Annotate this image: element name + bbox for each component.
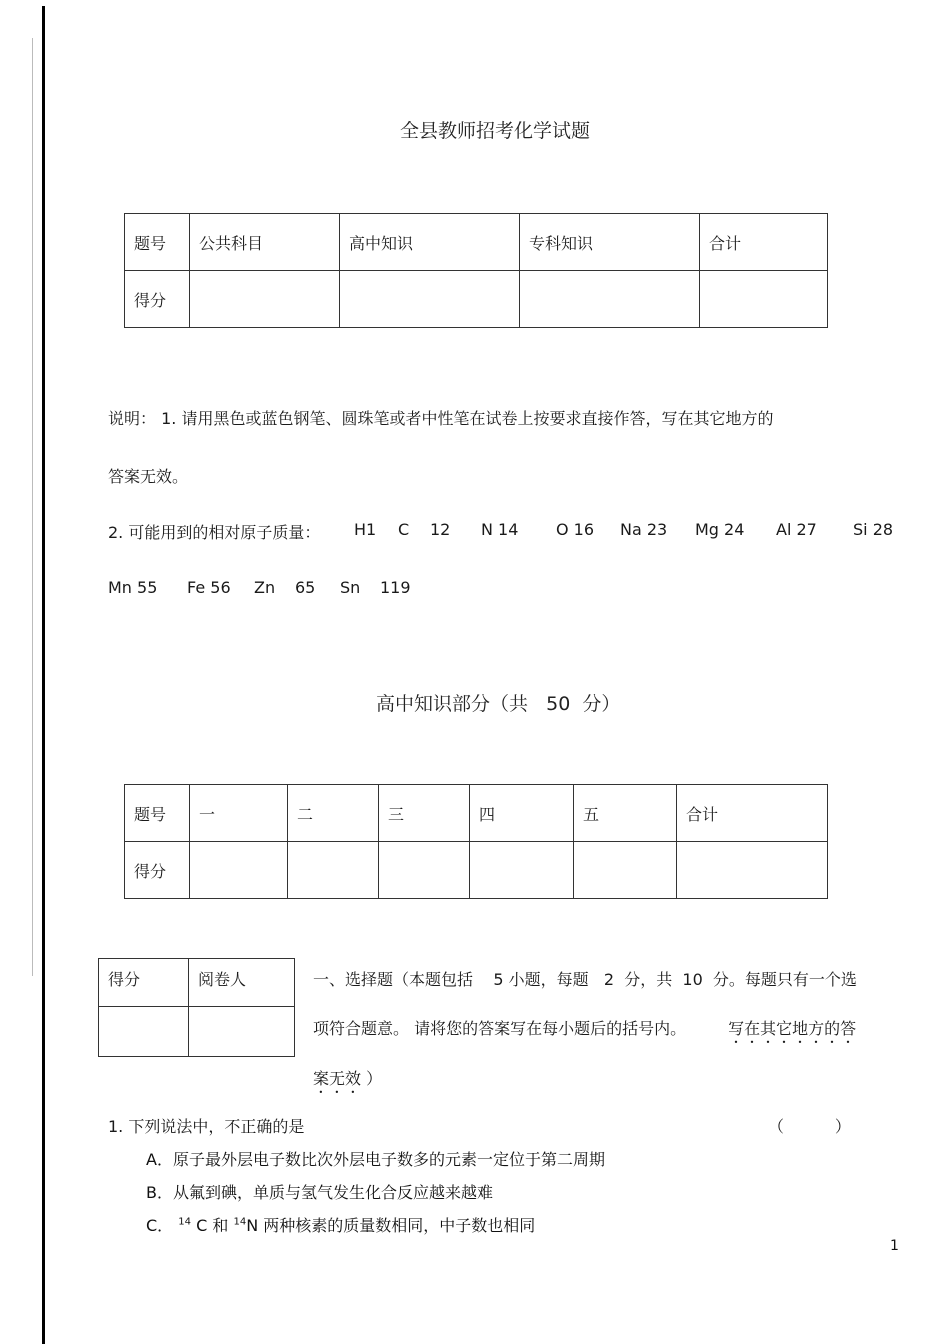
exam-title: 全县教师招考化学试题 (400, 120, 591, 142)
score-input-cell[interactable] (288, 842, 379, 899)
score-input-cell[interactable] (677, 842, 828, 899)
atomic-mass: 65 (295, 578, 316, 597)
score-input-cell[interactable] (190, 842, 288, 899)
instruction-line-3: 2. 可能用到的相对原子质量： (108, 523, 321, 542)
atomic-mass: Fe 56 (187, 578, 231, 597)
score-table-overall (124, 213, 828, 328)
grader-table (98, 958, 295, 1057)
instruction-line-2: 答案无效。 (108, 467, 189, 486)
table-row-label: 得分 (125, 842, 190, 899)
score-input-cell[interactable] (520, 271, 700, 328)
grader-score-cell[interactable] (99, 1007, 189, 1057)
option-c-text: N 两种核素的质量数相同，中子数也相同 (246, 1216, 536, 1235)
score-input-cell[interactable] (574, 842, 677, 899)
question-1-stem: 1. 下列说法中，不正确的是 (108, 1117, 305, 1136)
option-c (146, 1213, 535, 1236)
table-header-cell: 公共科目 (190, 214, 340, 271)
mass-number-superscript: 14 (233, 1216, 247, 1228)
table-row-label: 得分 (125, 271, 190, 328)
part1-heading-text: ） (361, 1069, 383, 1088)
option-c-label: C． (146, 1216, 174, 1235)
atomic-mass: N 14 (481, 520, 519, 539)
option-c-text: C 和 (191, 1216, 234, 1235)
score-input-cell[interactable] (379, 842, 470, 899)
score-input-cell[interactable] (190, 271, 340, 328)
grader-name-cell[interactable] (189, 1007, 295, 1057)
part1-heading-line-3 (313, 1066, 382, 1097)
binding-guide-line (32, 38, 33, 976)
atomic-mass: Al 27 (776, 520, 817, 539)
atomic-mass: Mn 55 (108, 578, 158, 597)
atomic-mass: 119 (380, 578, 411, 597)
atomic-mass: C (398, 520, 410, 539)
table-header-cell: 合计 (700, 214, 828, 271)
atomic-mass: Zn (254, 578, 276, 597)
part1-heading-line-2 (313, 1016, 856, 1047)
option-a: A．原子最外层电子数比次外层电子数多的元素一定位于第二周期 (146, 1150, 605, 1169)
table-header-cell: 合计 (677, 785, 828, 842)
answer-bracket[interactable]: （ ） (768, 1117, 851, 1136)
part1-heading-line-1: 一、选择题（本题包括 5 小题，每题 2 分，共 10 分。每题只有一个选 (313, 970, 857, 989)
option-b: B．从氟到碘，单质与氢气发生化合反应越来越难 (146, 1183, 493, 1202)
section-title: 高中知识部分（共 50 分） (376, 693, 621, 715)
table-header-cell: 题号 (125, 214, 190, 271)
table-header-cell: 高中知识 (340, 214, 520, 271)
table-header-cell: 四 (470, 785, 574, 842)
atomic-mass: 12 (430, 520, 451, 539)
grader-name-label: 阅卷人 (189, 959, 295, 1007)
score-input-cell[interactable] (700, 271, 828, 328)
atomic-mass: Si 28 (853, 520, 894, 539)
atomic-mass: O 16 (556, 520, 595, 539)
table-header-cell: 三 (379, 785, 470, 842)
part1-heading-text: 项符合题意。 请将您的答案写在每小题后的括号内。 (313, 1019, 687, 1038)
score-table-section (124, 784, 828, 899)
table-header-cell: 二 (288, 785, 379, 842)
table-header-cell: 专科知识 (520, 214, 700, 271)
table-header-cell: 一 (190, 785, 288, 842)
atomic-mass: Mg 24 (695, 520, 745, 539)
table-header-cell: 题号 (125, 785, 190, 842)
atomic-mass: Na 23 (620, 520, 668, 539)
score-input-cell[interactable] (340, 271, 520, 328)
binding-line (42, 6, 45, 1344)
instruction-line-1: 说明： 1. 请用黑色或蓝色钢笔、圆珠笔或者中性笔在试卷上按要求直接作答，写在其它地方的 (108, 409, 774, 428)
part1-emphasis-text: 案无效 (313, 1069, 362, 1088)
score-input-cell[interactable] (470, 842, 574, 899)
page-number: 1 (890, 1238, 899, 1254)
mass-number-superscript: 14 (178, 1216, 192, 1228)
part1-emphasis-text: 写在其它地方的答 (728, 1019, 857, 1038)
grader-score-label: 得分 (99, 959, 189, 1007)
table-header-cell: 五 (574, 785, 677, 842)
atomic-mass: H1 (354, 520, 377, 539)
atomic-mass: Sn (340, 578, 361, 597)
